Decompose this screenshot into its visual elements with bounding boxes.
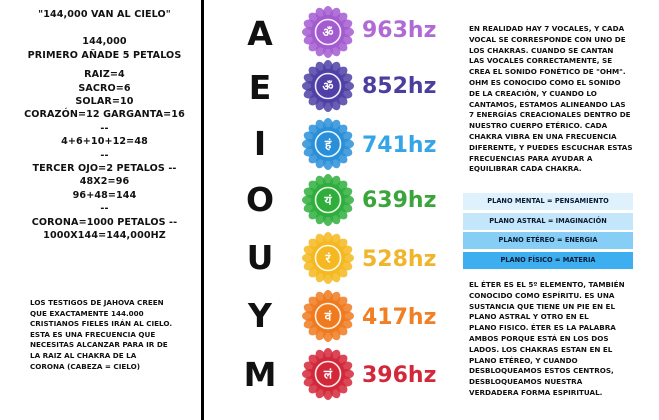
vowel-u: U [246,238,274,277]
text-line: CANTAMOS, ESTAMOS ALINEANDO LAS [469,99,626,109]
vowel-i: I [253,124,267,163]
third-eye-chakra-icon [302,60,354,112]
crown-chakra-icon [302,6,354,58]
frequency-417: 417hz [362,305,437,330]
text-line: 7 ENERGÍAS CREACIONALES DENTRO DE [469,110,631,120]
calc-line: SACRO=6 [78,82,131,94]
text-line: EN REALIDAD HAY 7 VOCALES, Y CADA [469,24,625,33]
svg-text:ॐ: ॐ [322,79,334,94]
frequency-calculation [22,8,187,243]
text-line: NECESITAS ALCANZAR PARA IR DE [30,340,168,350]
calc-line: CORONA=1000 PETALOS -- [31,216,178,228]
text-line: LOS TESTIGOS DE JAHOVA CREEN [30,298,164,307]
calc-line: 48X2=96 [79,176,130,188]
plane-fisico: PLANO FÍSICO = MATERIA [463,252,633,269]
heart-chakra-icon [302,174,354,226]
calc-line: SOLAR=10 [75,96,134,108]
text-line: DE LA CREACIÓN, Y CUANDO LO [469,88,597,98]
calc-line: 96+48=144 [72,189,137,201]
text-line: CORONA (CABEZA = CIELO) [30,361,140,371]
sacral-chakra-icon [302,290,354,342]
text-line: DIFERENTE, Y PUEDES ESCUCHAR ESTAS [469,142,633,152]
vowels-paragraph [469,24,647,175]
calculation-title: "144,000 VAN AL CIELO" [38,9,171,20]
vowel-e: E [248,68,272,107]
plane-etereo: PLANO ETÉREO = ENERGIA [463,232,633,249]
throat-chakra-icon [302,118,354,170]
solar-plexus-chakra-icon [302,232,354,284]
text-line: DESBLOQUEAMOS NUESTRA [469,377,583,387]
plane-astral: PLANO ASTRAL = IMAGINACIÓN [463,213,633,230]
text-line: SUSTANCIA QUE TIENE UN PIE EN EL [469,301,616,311]
text-line: NUESTRO CUERPO ETÉRICO. CADA [469,121,608,131]
calc-line: 1000X144=144,000HZ [43,230,166,242]
frequency-639: 639hz [362,188,437,213]
calc-line: PRIMERO AÑADE 5 PETALOS [27,49,182,61]
text-line: QUE EXACTAMENTE 144.000 [30,308,144,318]
text-line: LADOS. LOS CHAKRAS ESTAN EN EL [469,344,613,354]
svg-text:रं: रं [325,251,331,266]
text-line: CREA EL SONIDO FONÉTICO DE "OHM". [469,67,626,77]
text-line: EL ÉTER ES EL 5º ELEMENTO, TAMBIÉN [469,280,625,289]
frequency-528: 528hz [362,247,437,272]
testigos-paragraph [30,298,182,372]
calc-line: CORAZÓN=12 GARGANTA=16 [24,109,185,121]
calc-line: 144,000 [82,36,127,48]
svg-text:लं: लं [323,367,333,382]
vowel-m: M [243,355,277,394]
text-line: PLANO ETÉREO, Y CUANDO [469,355,578,365]
svg-text:ॐ: ॐ [322,25,334,40]
text-line: AMBOS PORQUE ESTÁ EN LOS DOS [469,333,609,343]
text-line: OHM ES CONOCIDO COMO EL SONIDO [469,77,621,87]
frequency-963: 963hz [362,18,437,43]
calc-line: TERCER OJO=2 PETALOS -- [32,163,177,175]
text-line: FRECUENCIAS PARA AYUDAR A [469,153,593,163]
root-chakra-icon [302,348,354,400]
vowel-y: Y [248,296,272,335]
text-line: PLANO ASTRAL Y OTRO EN EL [469,312,589,322]
text-line: CHAKRA VIBRA EN UNA FRECUENCIA [469,131,617,141]
text-line: LA RAIZ AL CHAKRA DE LA [30,350,137,360]
calc-line: -- [100,122,109,134]
calc-line: RAIZ=4 [84,69,125,81]
plane-mental: PLANO MENTAL = PENSAMIENTO [463,193,633,210]
text-line: LOS CHAKRAS. CUANDO SE CANTAN [469,45,614,55]
svg-text:यं: यं [324,193,332,208]
frequency-852: 852hz [362,74,437,99]
frequency-741: 741hz [362,133,437,158]
vowel-o: O [245,180,275,219]
text-line: LAS VOCALES CORRECTAMENTE, SE [469,56,613,66]
text-line: CONOCIDO COMO ESPÍRITU. ES UNA [469,290,615,300]
text-line: CRISTIANOS FIELES IRÁN AL CIELO. [30,319,173,329]
text-line: VOCAL SE CORRESPONDE CON UNO DE [469,34,626,44]
calc-line: 4+6+10+12=48 [61,136,148,148]
text-line: EQUILIBRAR CADA CHAKRA. [469,164,582,174]
calc-line: -- [100,149,109,161]
text-line: DESBLOQUEAMOS ESTOS CENTROS, [469,366,614,376]
text-line: ESTA ES UNA FRECUENCIA QUE [30,329,156,339]
calc-line: -- [100,203,109,215]
text-line: VERDADERA FORMA ESPIRITUAL. [469,387,603,397]
planes-list [463,193,633,271]
svg-text:हं: हं [324,137,332,152]
text-line: PLANO FISICO. ÉTER ES LA PALABRA [469,323,616,333]
frequency-396: 396hz [362,363,437,388]
ether-paragraph [469,280,647,399]
vowel-a: A [247,14,273,53]
vertical-divider [201,0,204,420]
svg-text:वं: वं [324,309,332,324]
